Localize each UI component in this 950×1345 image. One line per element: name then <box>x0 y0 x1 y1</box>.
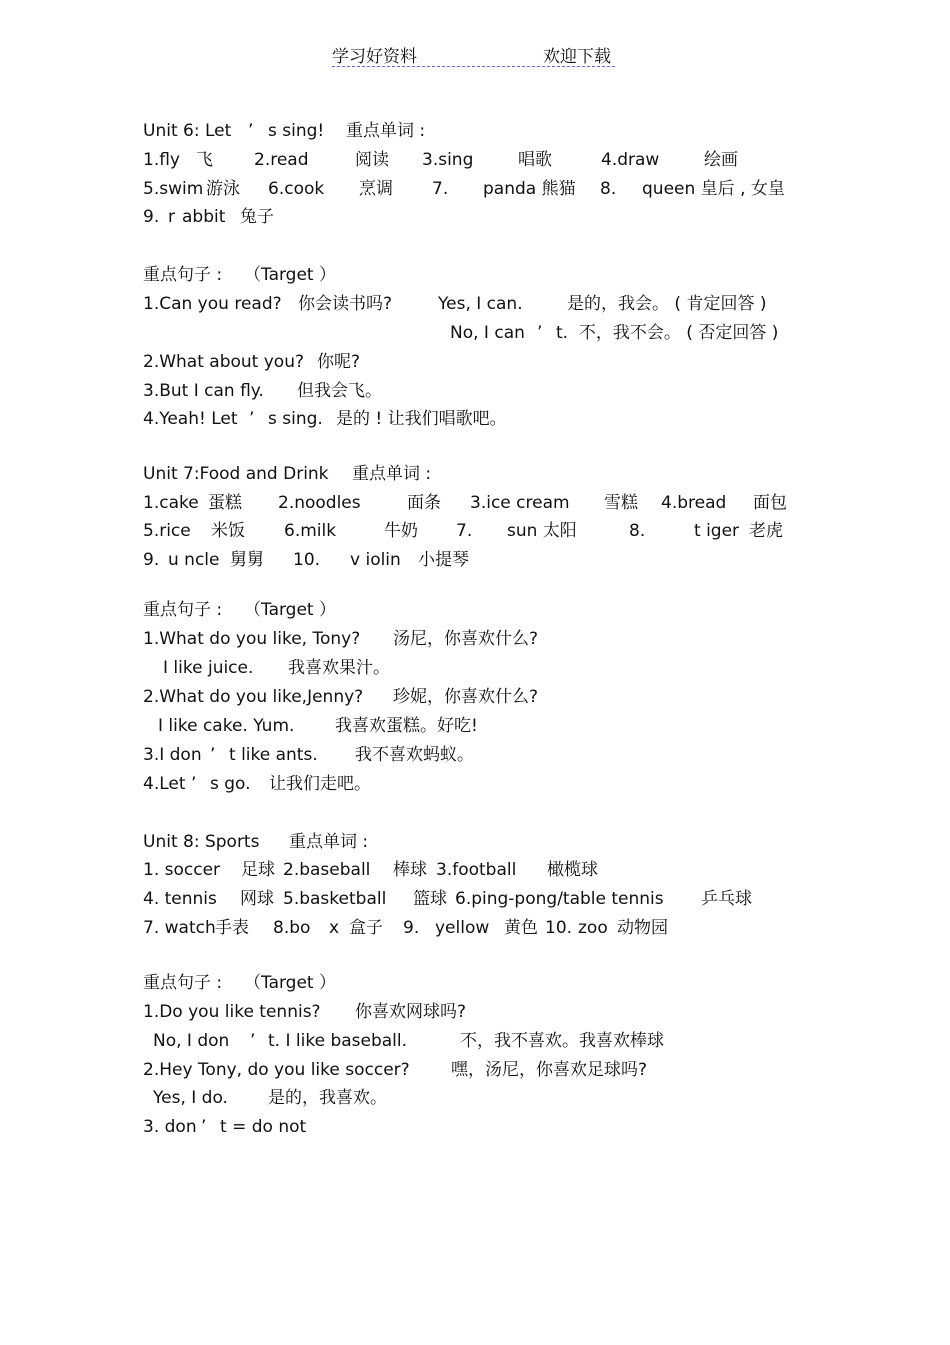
text-segment: 7. <box>456 521 473 541</box>
text-segment: 1.cake <box>143 493 199 513</box>
text-segment: 2.baseball <box>283 860 371 880</box>
text-line <box>0 291 950 317</box>
header-left-text: 学习好资料 <box>332 47 417 67</box>
text-segment: 是的，我喜欢。 <box>268 1088 387 1108</box>
text-segment: 3.But I can fly. <box>143 381 264 401</box>
text-segment: 重点单词 : <box>346 121 426 141</box>
text-segment: ’ <box>191 774 197 794</box>
text-segment: 10. <box>545 918 573 938</box>
text-line <box>0 713 950 739</box>
text-segment: s sing. <box>268 409 323 429</box>
text-line <box>0 999 950 1025</box>
text-segment: 汤尼，你喜欢什么? <box>393 629 539 649</box>
text-segment: 你呢? <box>317 352 361 372</box>
text-line <box>0 742 950 768</box>
text-segment: 你喜欢网球吗? <box>355 1002 467 1022</box>
text-segment: 小提琴 <box>418 550 469 570</box>
text-line <box>0 1114 950 1140</box>
text-segment: （Target ） <box>244 265 336 285</box>
text-segment: 让我们走吧。 <box>269 774 371 794</box>
text-line <box>0 597 950 623</box>
text-segment: 黄色 <box>504 918 538 938</box>
text-segment: 唱歌 <box>518 150 552 170</box>
text-segment: 1.What do you like, Tony? <box>143 629 361 649</box>
text-segment: 5.rice <box>143 521 191 541</box>
text-line <box>0 970 950 996</box>
text-segment: 橄榄球 <box>547 860 598 880</box>
text-line <box>0 829 950 855</box>
text-segment: 4. tennis <box>143 889 217 909</box>
text-segment: 篮球 <box>413 889 447 909</box>
text-segment: 手表 <box>215 918 249 938</box>
text-segment: （Target ） <box>244 973 336 993</box>
text-segment: t. 不，我不会。 ( 否定回答 ) <box>556 323 779 343</box>
text-segment: 3.I don <box>143 745 202 765</box>
text-segment: 8. <box>629 521 646 541</box>
text-segment: 我喜欢蛋糕。好吃! <box>335 716 478 736</box>
text-segment: t = do not <box>220 1117 307 1137</box>
header-right-text: 欢迎下载 <box>543 47 611 67</box>
page-header <box>332 40 615 67</box>
text-segment: 棒球 <box>393 860 427 880</box>
text-segment: 9. <box>403 918 420 938</box>
text-segment: 乒乓球 <box>701 889 752 909</box>
text-segment: 2.Hey Tony, do you like soccer? <box>143 1060 410 1080</box>
text-segment: 我喜欢果汁。 <box>288 658 390 678</box>
text-segment: sun 太阳 <box>507 521 577 541</box>
text-segment: 珍妮，你喜欢什么? <box>393 687 539 707</box>
text-segment: ’ <box>249 409 255 429</box>
text-segment: 1.Can you read? <box>143 294 282 314</box>
text-segment: 你会读书吗? <box>298 294 393 314</box>
text-segment: v iolin <box>350 550 401 570</box>
text-line <box>0 915 950 941</box>
text-segment: 舅舅 <box>230 550 264 570</box>
text-segment: s sing! <box>268 121 325 141</box>
text-segment: ’ <box>210 745 216 765</box>
text-segment: 重点单词 : <box>352 464 432 484</box>
text-segment: Unit 6: Let <box>143 121 232 141</box>
text-segment: 7. watch <box>143 918 216 938</box>
text-segment: 7. <box>432 179 449 199</box>
text-segment: 是的，我会。 ( 肯定回答 ) <box>567 294 767 314</box>
text-segment: 2.noodles <box>278 493 361 513</box>
text-segment: 1.Do you like tennis? <box>143 1002 321 1022</box>
text-segment: r <box>168 207 175 227</box>
text-segment: 重点句子 : <box>143 973 223 993</box>
text-segment: 2.read <box>254 150 309 170</box>
text-segment: 足球 <box>241 860 275 880</box>
text-segment: 我不喜欢蚂蚁。 <box>355 745 474 765</box>
text-segment: 但我会飞。 <box>297 381 382 401</box>
text-segment: 绘画 <box>704 150 738 170</box>
text-line <box>0 547 950 573</box>
text-segment: 面条 <box>407 493 441 513</box>
text-segment: 烹调 <box>359 179 393 199</box>
text-segment: 4.Let <box>143 774 186 794</box>
text-line <box>0 1085 950 1111</box>
text-segment: （Target ） <box>244 600 336 620</box>
text-segment: ’ <box>537 323 543 343</box>
text-segment: 3. don <box>143 1117 197 1137</box>
text-line <box>0 490 950 516</box>
text-segment: 是的 ! 让我们唱歌吧。 <box>336 409 507 429</box>
text-line <box>0 176 950 202</box>
text-segment: t like ants. <box>229 745 318 765</box>
text-line <box>0 1057 950 1083</box>
text-line <box>0 461 950 487</box>
text-segment: 4.Yeah! Let <box>143 409 238 429</box>
text-segment: abbit <box>182 207 226 227</box>
text-segment: 2.What about you? <box>143 352 305 372</box>
text-segment: 4.bread <box>661 493 727 513</box>
text-segment: s go. <box>210 774 251 794</box>
text-segment: 游泳 <box>206 179 240 199</box>
text-line <box>0 771 950 797</box>
text-segment: 9. <box>143 550 160 570</box>
text-line <box>0 655 950 681</box>
text-line <box>0 378 950 404</box>
text-segment: 面包 <box>753 493 787 513</box>
text-line <box>0 1028 950 1054</box>
text-line <box>0 320 950 346</box>
text-segment: zoo <box>578 918 608 938</box>
text-segment: 嘿，汤尼，你喜欢足球吗? <box>451 1060 648 1080</box>
text-segment: 1. soccer <box>143 860 221 880</box>
text-segment: 4.draw <box>601 150 660 170</box>
text-segment: 5.basketball <box>283 889 387 909</box>
text-segment: queen 皇后 , 女皇 <box>642 179 785 199</box>
text-segment: ’ <box>248 121 254 141</box>
text-segment: I like cake. Yum. <box>158 716 295 736</box>
text-segment: u ncle <box>168 550 220 570</box>
text-segment: yellow <box>435 918 490 938</box>
text-segment: 动物园 <box>617 918 668 938</box>
text-line <box>0 857 950 883</box>
text-segment: I like juice. <box>163 658 254 678</box>
text-segment: 老虎 <box>749 521 783 541</box>
text-segment: 9. <box>143 207 160 227</box>
text-segment: 米饭 <box>211 521 245 541</box>
text-segment: panda 熊猫 <box>483 179 576 199</box>
text-segment: No, I can <box>450 323 525 343</box>
text-segment: 3.ice cream <box>470 493 570 513</box>
text-segment: 10. <box>293 550 321 570</box>
text-segment: ’ <box>201 1117 207 1137</box>
text-segment: t iger <box>694 521 740 541</box>
text-segment: 兔子 <box>240 207 274 227</box>
text-line <box>0 684 950 710</box>
text-segment: No, I don <box>153 1031 230 1051</box>
text-line <box>0 118 950 144</box>
text-segment: 8.bo <box>273 918 311 938</box>
text-line <box>0 626 950 652</box>
text-segment: t. I like baseball. <box>268 1031 408 1051</box>
text-segment: 重点单词 : <box>289 832 369 852</box>
text-segment: 1.fly <box>143 150 180 170</box>
text-segment: Yes, I do. <box>153 1088 228 1108</box>
text-segment: 6.cook <box>268 179 325 199</box>
text-segment: Yes, I can. <box>438 294 523 314</box>
text-segment: Unit 8: Sports <box>143 832 260 852</box>
text-segment: 3.sing <box>422 150 474 170</box>
text-segment: 网球 <box>240 889 274 909</box>
text-line <box>0 349 950 375</box>
text-line <box>0 886 950 912</box>
text-segment: 盒子 <box>349 918 383 938</box>
text-segment: 雪糕 <box>604 493 638 513</box>
text-segment: 3.football <box>436 860 517 880</box>
text-segment: Unit 7:Food and Drink <box>143 464 329 484</box>
text-segment: 重点句子 : <box>143 600 223 620</box>
text-segment: ’ <box>250 1031 256 1051</box>
text-segment: 阅读 <box>355 150 389 170</box>
text-segment: 重点句子 : <box>143 265 223 285</box>
text-segment: 蛋糕 <box>208 493 242 513</box>
text-segment: 2.What do you like,Jenny? <box>143 687 364 707</box>
text-segment: 不，我不喜欢。我喜欢棒球 <box>460 1031 664 1051</box>
text-line <box>0 204 950 230</box>
text-line <box>0 147 950 173</box>
text-segment: 5.swim <box>143 179 204 199</box>
text-line <box>0 518 950 544</box>
text-line <box>0 406 950 432</box>
text-segment: 8. <box>600 179 617 199</box>
text-segment: 6.milk <box>284 521 337 541</box>
text-segment: 牛奶 <box>384 521 418 541</box>
text-segment: 6.ping-pong/table tennis <box>455 889 664 909</box>
text-segment: 飞 <box>196 150 213 170</box>
text-segment: x <box>329 918 340 938</box>
text-line <box>0 262 950 288</box>
